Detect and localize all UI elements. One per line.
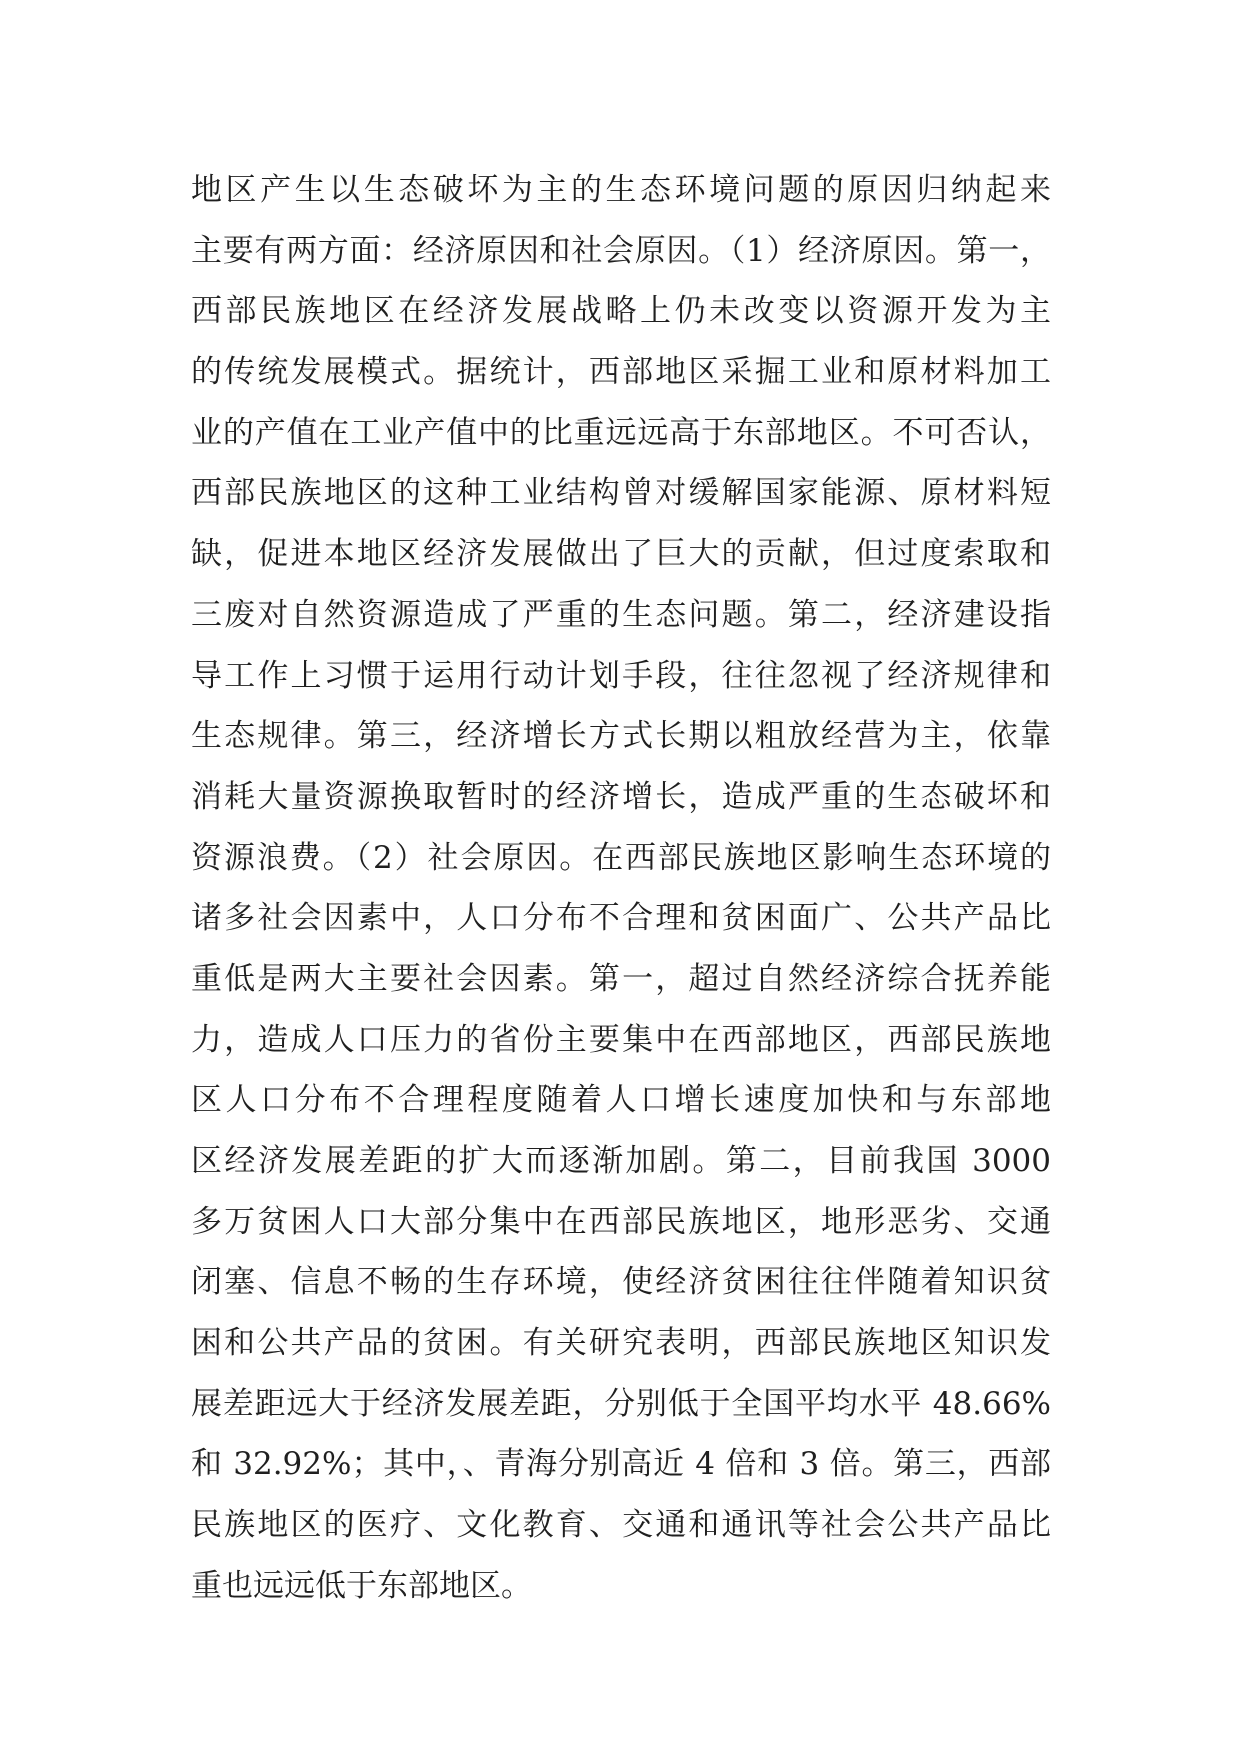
- text-line: 地区产生以生态破坏为主的生态环境问题的原因归纳起来: [191, 172, 1051, 208]
- text-line: 力，造成人口压力的省份主要集中在西部地区，西部民族地: [191, 1021, 1051, 1058]
- text-line: 资源浪费。（2）社会原因。在西部民族地区影响生态环境的: [191, 839, 1051, 876]
- text-line: 展差距远大于经济发展差距，分别低于全国平均水平 48.66%: [191, 1385, 1051, 1422]
- text-line: 多万贫困人口大部分集中在西部民族地区，地形恶劣、交通: [191, 1203, 1051, 1240]
- text-line: 诸多社会因素中，人口分布不合理和贫困面广、公共产品比: [191, 900, 1051, 937]
- text-line: 区人口分布不合理程度随着人口增长速度加快和与东部地: [191, 1082, 1051, 1119]
- text-line: 民族地区的医疗、文化教育、交通和通讯等社会公共产品比: [191, 1507, 1051, 1544]
- text-line: 业的产值在工业产值中的比重远远高于东部地区。不可否认，: [191, 414, 1051, 451]
- text-line: 三废对自然资源造成了严重的生态问题。第二，经济建设指: [191, 596, 1051, 633]
- text-line: 西部民族地区在经济发展战略上仍未改变以资源开发为主: [191, 293, 1051, 330]
- text-line: 消耗大量资源换取暂时的经济增长，造成严重的生态破坏和: [191, 778, 1051, 815]
- text-line: 西部民族地区的这种工业结构曾对缓解国家能源、原材料短: [191, 475, 1051, 512]
- text-line: 生态规律。第三，经济增长方式长期以粗放经营为主，依靠: [191, 718, 1051, 755]
- text-line: 的传统发展模式。据统计，西部地区采掘工业和原材料加工: [191, 354, 1051, 391]
- text-line: 重也远远低于东部地区。: [191, 1567, 532, 1604]
- text-line: 导工作上习惯于运用行动计划手段，往往忽视了经济规律和: [191, 657, 1051, 694]
- text-line: 困和公共产品的贫困。有关研究表明，西部民族地区知识发: [191, 1325, 1051, 1362]
- text-line: 闭塞、信息不畅的生存环境，使经济贫困往往伴随着知识贫: [191, 1264, 1051, 1301]
- text-line: 缺，促进本地区经济发展做出了巨大的贡献，但过度索取和: [191, 536, 1051, 573]
- text-line: 和 32.92%；其中，、青海分别高近 4 倍和 3 倍。第三，西部: [191, 1446, 1051, 1483]
- text-line: 区经济发展差距的扩大而逐渐加剧。第二，目前我国 3000: [191, 1143, 1051, 1179]
- text-line: 重低是两大主要社会因素。第一，超过自然经济综合抚养能: [191, 960, 1051, 997]
- body-paragraph: [191, 160, 1051, 1617]
- text-line: 主要有两方面：经济原因和社会原因。（1）经济原因。第一，: [191, 232, 1051, 269]
